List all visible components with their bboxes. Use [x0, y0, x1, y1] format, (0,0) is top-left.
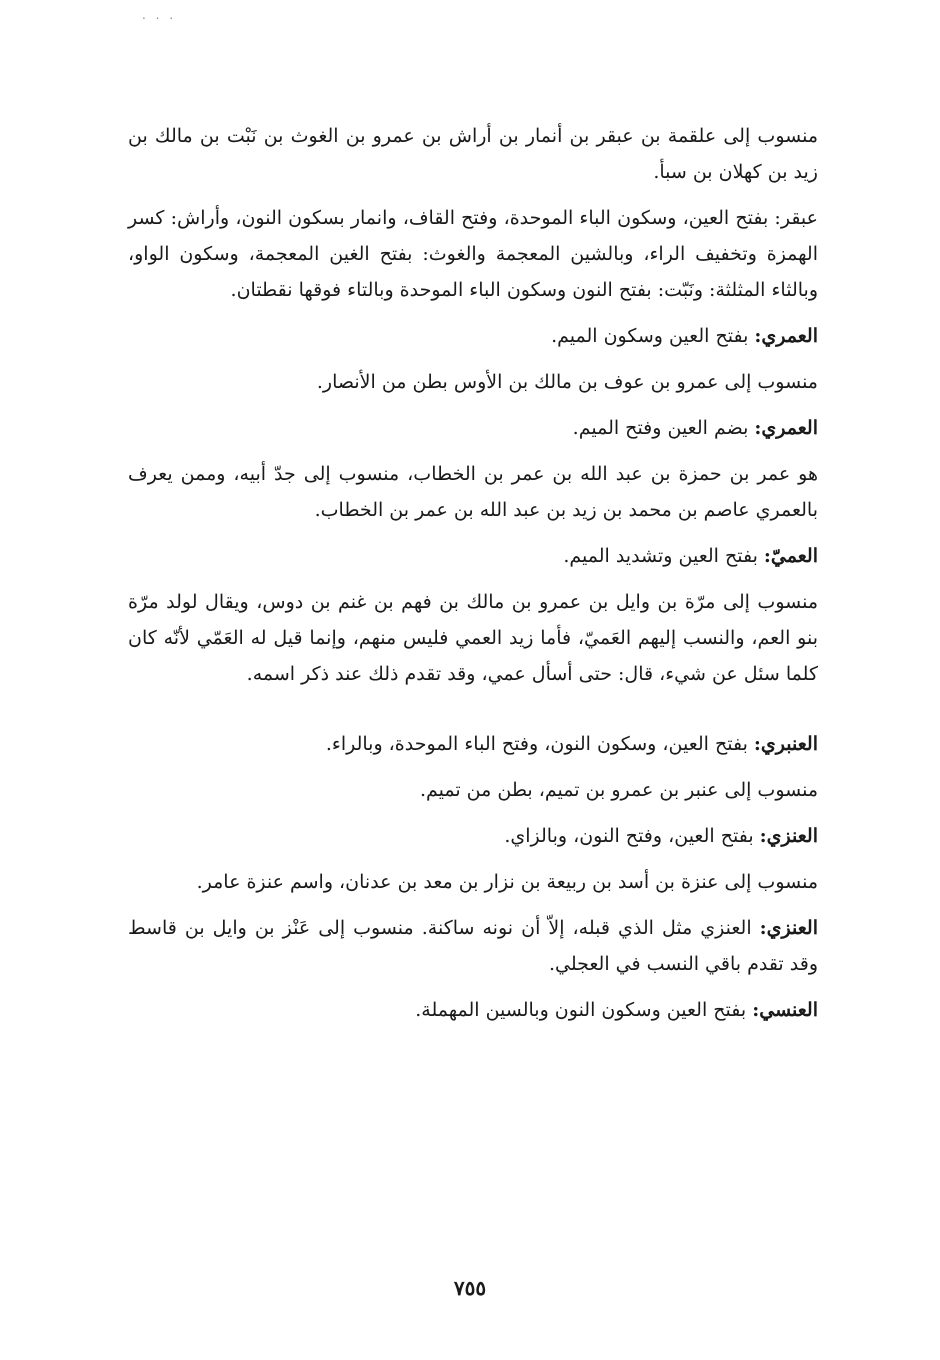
- entry-head: العنزي:: [759, 825, 818, 847]
- page-body: [128, 118, 818, 1038]
- paragraph-6: [128, 538, 818, 574]
- entry-head: العمري:: [754, 325, 818, 347]
- section-gap: [128, 702, 818, 726]
- paragraph-3: [128, 364, 818, 400]
- paragraph-8: [128, 726, 818, 762]
- entry-text: بفتح العين وسكون النون وبالسين المهملة.: [415, 999, 753, 1021]
- paragraph-11: [128, 864, 818, 900]
- entry-text: بفتح العين، وفتح النون، وبالزاي.: [504, 825, 760, 847]
- entry-text: منسوب إلى عنزة بن أسد بن ربيعة بن نزار بن معد بن عدنان، واسم عنزة عامر.: [196, 871, 818, 893]
- entry-text: منسوب إلى علقمة بن عبقر بن أنمار بن أراش بن عمرو بن الغوث بن نَبْت بن مالك بن زيد بن كهلان بن سبأ.: [128, 125, 818, 183]
- paragraph-12: [128, 910, 818, 982]
- paragraph-13: [128, 992, 818, 1028]
- paragraph-5: [128, 456, 818, 528]
- entry-head: العمري:: [754, 417, 818, 439]
- entry-text: العنزي مثل الذي قبله، إلاّ أن نونه ساكنة. منسوب إلى عَنْز بن وايل بن قاسط وقد تقدم باقي النسب في العجلي.: [128, 917, 818, 975]
- entry-head: العنزي:: [759, 917, 818, 939]
- corner-mark: . . .: [142, 8, 177, 22]
- paragraph-4: [128, 410, 818, 446]
- page-number: ٧٥٥: [453, 1276, 487, 1300]
- entry-head: العميّ:: [763, 545, 818, 567]
- paragraph-10: [128, 818, 818, 854]
- paragraph-2: [128, 318, 818, 354]
- entry-text: عبقر: بفتح العين، وسكون الباء الموحدة، وفتح القاف، وانمار بسكون النون، وأراش: كسر الهمزة وتخفيف الراء، وبالشين المعجمة والغوث: بفتح الغين المعجمة، وسكون الواو، وبالثاء المثلثة: ونَبّت: بفتح النون وسكون الباء الموحدة وبالتاء فوقها نقطتان.: [128, 207, 818, 301]
- entry-head: العنسي:: [752, 999, 818, 1021]
- entry-text: بفتح العين، وسكون النون، وفتح الباء الموحدة، وبالراء.: [325, 733, 754, 755]
- entry-text: بفتح العين وتشديد الميم.: [563, 545, 764, 567]
- entry-text: بضم العين وفتح الميم.: [572, 417, 755, 439]
- entry-text: منسوب إلى عمرو بن عوف بن مالك بن الأوس بطن من الأنصار.: [316, 371, 818, 393]
- paragraph-0: [128, 118, 818, 190]
- paragraph-7: [128, 584, 818, 692]
- entry-text: بفتح العين وسكون الميم.: [551, 325, 755, 347]
- paragraph-9: [128, 772, 818, 808]
- entry-text: هو عمر بن حمزة بن عبد الله بن عمر بن الخطاب، منسوب إلى جدّ أبيه، وممن يعرف بالعمري عاصم بن محمد بن زيد بن عبد الله بن عمر بن الخطاب.: [128, 463, 818, 521]
- entry-text: منسوب إلى مرّة بن وايل بن عمرو بن مالك بن فهم بن غنم بن دوس، ويقال لولد مرّة بنو العم، والنسب إليهم العَميّ، فأما زيد العمي فليس منهم، وإنما قيل له العَمّي لأنّه كان كلما سئل عن شيء، قال: حتى أسأل عمي، وقد تقدم ذلك عند ذكر اسمه.: [128, 591, 818, 685]
- entry-head: العنبري:: [753, 733, 818, 755]
- entry-text: منسوب إلى عنبر بن عمرو بن تميم، بطن من تميم.: [419, 779, 818, 801]
- paragraph-1: [128, 200, 818, 308]
